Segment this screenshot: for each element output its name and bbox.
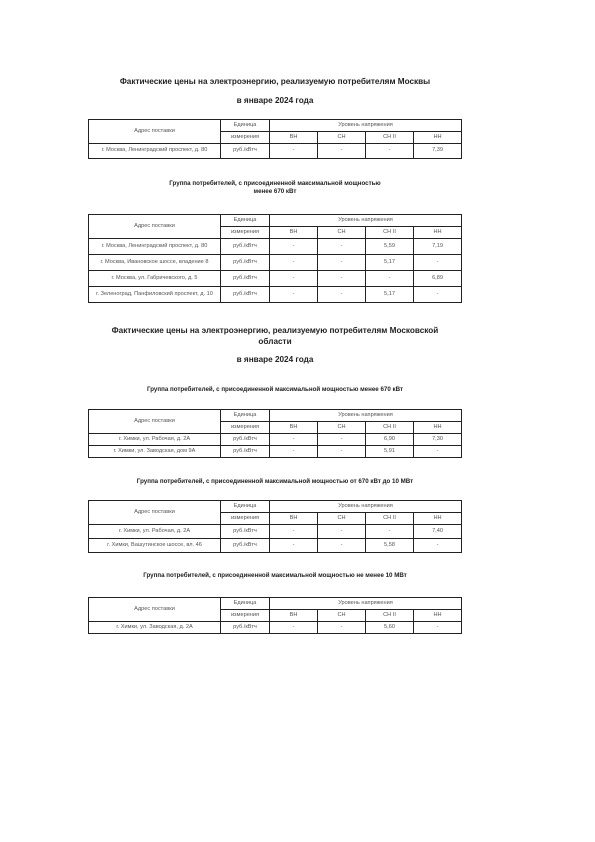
address-header: Адрес поставки [89,215,221,239]
moscow-group-title: Группа потребителей, с присоединенной максимальной мощностью [169,180,381,187]
sn-cell: - [318,255,366,271]
unit-header-2: измерения [221,610,270,622]
unit-cell: руб./кВтч [221,446,270,458]
oblast-group1-table [88,409,462,458]
nn-header: НН [414,227,462,239]
nn-cell: - [414,622,462,634]
unit-cell: руб./кВтч [221,239,270,255]
table-row [89,539,462,553]
vn-cell: - [270,525,318,539]
address-cell: г. Химки, ул. Заводская, дом 9А [89,446,221,458]
table-row [89,144,462,159]
table-row [89,239,462,255]
sn2-cell: 5,59 [366,239,414,255]
sn2-cell: - [366,144,414,159]
voltage-level-header: Уровень напряжения [270,410,462,422]
address-header: Адрес поставки [89,598,221,622]
sn2-cell: 5,17 [366,255,414,271]
unit-cell: руб./кВтч [221,287,270,303]
vn-cell: - [270,144,318,159]
oblast-title-2: области [258,337,292,346]
unit-header-2: измерения [221,132,270,144]
sn-header: СН [318,422,366,434]
voltage-level-header: Уровень напряжения [270,215,462,227]
vn-cell: - [270,271,318,287]
address-cell: г. Зеленоград, Панфиловский проспект, д. 10 [89,287,221,303]
nn-cell: 7,40 [414,525,462,539]
nn-cell: - [414,287,462,303]
table-row [89,255,462,271]
unit-cell: руб./кВтч [221,271,270,287]
unit-header: Единица [221,120,270,132]
table-row [89,271,462,287]
sn2-cell: 5,91 [366,446,414,458]
sn-cell: - [318,434,366,446]
unit-cell: руб./кВтч [221,255,270,271]
sn2-cell: 5,17 [366,287,414,303]
nn-cell: - [414,446,462,458]
oblast-group1-title: Группа потребителей, с присоединенной максимальной мощностью менее 670 кВт [146,386,404,393]
table-row [89,434,462,446]
table-header-row [89,215,462,227]
nn-header: НН [414,610,462,622]
sn2-cell: - [366,271,414,287]
sn2-cell: 5,58 [366,539,414,553]
address-cell: г. Химки, ул. Рабочая, д. 2А [89,525,221,539]
address-cell: г. Химки, ул. Заводская, д. 2А [89,622,221,634]
voltage-level-header: Уровень напряжения [270,120,462,132]
nn-cell: 7,30 [414,434,462,446]
vn-cell: - [270,287,318,303]
vn-header: ВН [270,610,318,622]
sn-cell: - [318,144,366,159]
nn-header: НН [414,422,462,434]
unit-header-2: измерения [221,422,270,434]
address-header: Адрес поставки [89,120,221,144]
sn-header: СН [318,513,366,525]
voltage-level-header: Уровень напряжения [270,598,462,610]
table-header-row [89,501,462,513]
unit-header: Единица [221,215,270,227]
table-header-row [89,120,462,132]
voltage-level-header: Уровень напряжения [270,501,462,513]
unit-header-2: измерения [221,513,270,525]
oblast-group3-title: Группа потребителей, с присоединенной максимальной мощностью не менее 10 МВт [143,572,407,579]
unit-header-2: измерения [221,227,270,239]
sn-header: СН [318,610,366,622]
sn2-header: СН II [366,610,414,622]
unit-header: Единица [221,410,270,422]
vn-cell: - [270,434,318,446]
nn-cell: - [414,539,462,553]
sn-cell: - [318,622,366,634]
nn-cell: 7,19 [414,239,462,255]
nn-cell: 7,39 [414,144,462,159]
unit-cell: руб./кВтч [221,144,270,159]
sn-header: СН [318,132,366,144]
oblast-group3-table [88,597,462,634]
sn-cell: - [318,271,366,287]
moscow-period: в январе 2024 года [236,96,314,105]
nn-header: НН [414,513,462,525]
unit-header: Единица [221,598,270,610]
address-header: Адрес поставки [89,501,221,525]
moscow-group-title-2: менее 670 кВт [253,188,297,195]
address-cell: г. Химки, ул. Рабочая, д. 2А [89,434,221,446]
address-cell: г. Химки, Вашутинское шоссе, вл. 46 [89,539,221,553]
unit-cell: руб./кВтч [221,525,270,539]
vn-header: ВН [270,227,318,239]
sn2-cell: 5,60 [366,622,414,634]
table-header-row [89,410,462,422]
sn-cell: - [318,539,366,553]
address-cell: г. Москва, Ленинградский проспект, д. 80 [89,239,221,255]
sn2-header: СН II [366,513,414,525]
vn-cell: - [270,446,318,458]
sn-cell: - [318,525,366,539]
sn-cell: - [318,446,366,458]
moscow-title: Фактические цены на электроэнергию, реализуемую потребителям Москвы [119,77,431,86]
vn-header: ВН [270,422,318,434]
sn2-cell: - [366,525,414,539]
unit-cell: руб./кВтч [221,539,270,553]
table-header-row [89,598,462,610]
vn-header: ВН [270,132,318,144]
sn-cell: - [318,239,366,255]
vn-cell: - [270,255,318,271]
sn-cell: - [318,287,366,303]
sn2-cell: 6,90 [366,434,414,446]
address-cell: г. Москва, Ивановское шоссе, владение 8 [89,255,221,271]
vn-cell: - [270,622,318,634]
nn-header: НН [414,132,462,144]
table-row [89,525,462,539]
sn2-header: СН II [366,227,414,239]
unit-cell: руб./кВтч [221,434,270,446]
oblast-group2-table [88,500,462,553]
unit-cell: руб./кВтч [221,622,270,634]
oblast-group2-title: Группа потребителей, с присоединенной максимальной мощностью от 670 кВт до 10 МВт [136,478,414,485]
moscow-price-table [88,119,462,159]
nn-cell: 6,89 [414,271,462,287]
nn-cell: - [414,255,462,271]
sn2-header: СН II [366,422,414,434]
vn-header: ВН [270,513,318,525]
unit-header: Единица [221,501,270,513]
vn-cell: - [270,239,318,255]
address-cell: г. Москва, ул. Габричевского, д. 5 [89,271,221,287]
table-row [89,446,462,458]
oblast-period: в январе 2024 года [236,355,314,364]
address-cell: г. Москва, Ленинградский проспект, д. 80 [89,144,221,159]
sn-header: СН [318,227,366,239]
address-header: Адрес поставки [89,410,221,434]
table-row [89,287,462,303]
oblast-title: Фактические цены на электроэнергию, реализуемую потребителям Московской [111,326,439,335]
sn2-header: СН II [366,132,414,144]
vn-cell: - [270,539,318,553]
moscow-group-table [88,214,462,303]
table-row [89,622,462,634]
